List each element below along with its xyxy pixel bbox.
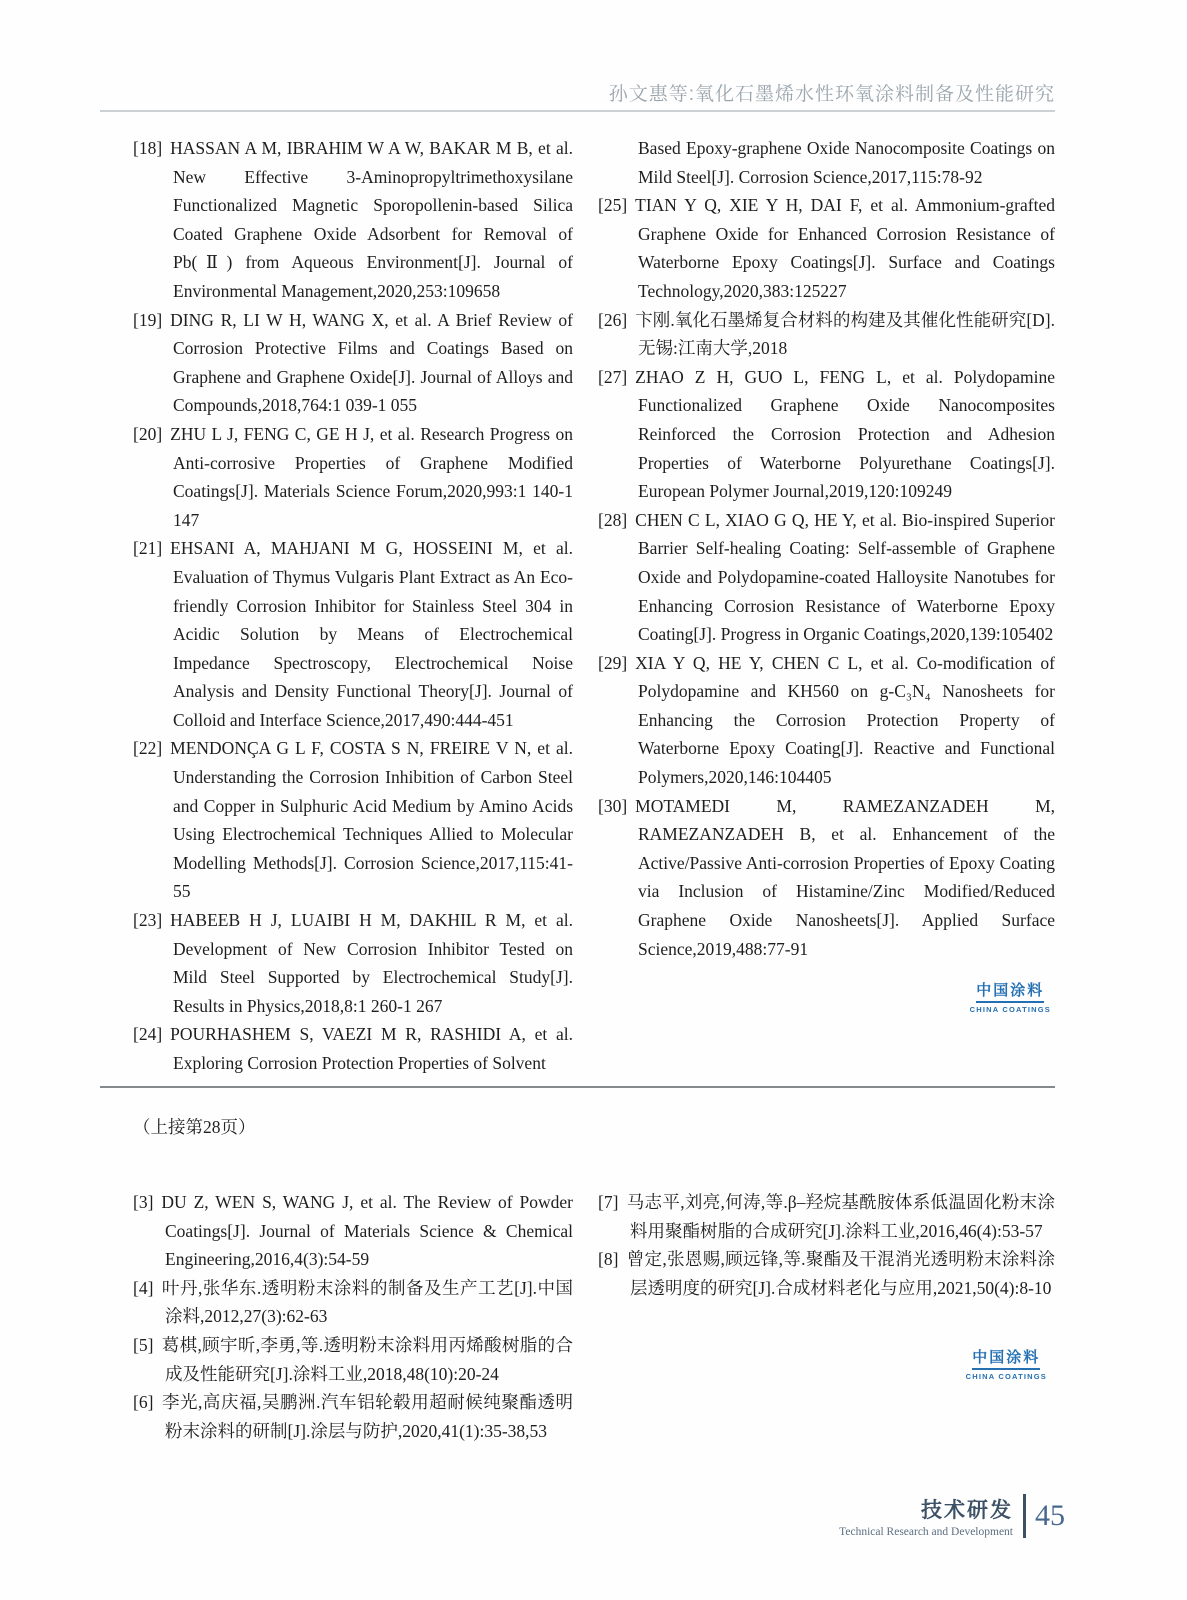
reference-text: 李光,高庆福,吴鹏洲.汽车铝轮毂用超耐候纯聚酯透明粉末涂料的研制[J].涂层与防护,2020,41(1):35-38,53 bbox=[161, 1392, 573, 1441]
reference-text: ZHAO Z H, GUO L, FENG L, et al. Polydopamine Functionalized Graphene Oxide Nanocomposites Reinforced the Corrosion Protection and Adhesion Properties of Waterborne Polyurethane Coatings[J]. European Polymer Journal,2019,120:109249 bbox=[635, 366, 1055, 502]
references-lower-left-column bbox=[133, 1188, 573, 1445]
reference-item bbox=[598, 506, 1055, 649]
reference-text: 曾定,张恩赐,顾远锋,等.聚酯及干混消光透明粉末涂料涂层透明度的研究[J].合成材料老化与应用,2021,50(4):8-10 bbox=[626, 1249, 1055, 1298]
footer-section-title bbox=[839, 1494, 1013, 1538]
reference-text: MOTAMEDI M, RAMEZANZADEH M, RAMEZANZADEH B, et al. Enhancement of the Active/Passive Anti-corrosion Properties of Epoxy Coating via Inclusion of Histamine/Zinc Modified/Reduced Graphene Oxide Nanosheets[J]. Applied Surface Science,2019,488:77-91 bbox=[635, 795, 1055, 959]
footer-section-cn: 技术研发 bbox=[921, 1499, 1013, 1522]
reference-item bbox=[133, 734, 573, 906]
reference-item bbox=[133, 1388, 573, 1445]
reference-continuation bbox=[598, 134, 1055, 191]
reference-text: CHEN C L, XIAO G Q, HE Y, et al. Bio-inspired Superior Barrier Self-healing Coating: Self-assemble of Graphene Oxide and Polydopamine-coated Halloysite Nanotubes for Enhancing Corrosion Resistance of Waterborne Epoxy Coating[J]. Progress in Organic Coatings,2020,139:105402 bbox=[635, 509, 1055, 645]
reference-text: 卞刚.氧化石墨烯复合材料的构建及其催化性能研究[D].无锡:江南大学,2018 bbox=[635, 309, 1055, 359]
references-lower-right-column bbox=[598, 1188, 1055, 1445]
footer-section-en: Technical Research and Development bbox=[839, 1526, 1013, 1538]
reference-item bbox=[598, 191, 1055, 305]
china-coatings-logo bbox=[966, 1346, 1047, 1381]
reference-item bbox=[133, 306, 573, 420]
reference-number: [5] bbox=[133, 1334, 154, 1355]
reference-text: POURHASHEM S, VAEZI M R, RASHIDI A, et al. Exploring Corrosion Protection Properties of Solvent bbox=[170, 1024, 573, 1073]
reference-item bbox=[598, 1245, 1055, 1302]
logo-chinese-text: 中国涂料 bbox=[976, 979, 1044, 1003]
reference-item bbox=[598, 1188, 1055, 1245]
logo-chinese-text: 中国涂料 bbox=[972, 1346, 1040, 1370]
references-upper-left-column bbox=[133, 134, 573, 1078]
page-footer bbox=[839, 1494, 1065, 1538]
section-divider bbox=[100, 1086, 1055, 1088]
reference-item bbox=[133, 906, 573, 1020]
reference-text: HABEEB H J, LUAIBI H M, DAKHIL R M, et al. Development of New Corrosion Inhibitor Tested on Mild Steel Supported by Electrochemical Study[J]. Results in Physics,2018,8:1 260-1 267 bbox=[170, 910, 573, 1016]
continued-from-note: （上接第28页） bbox=[133, 1117, 256, 1137]
reference-number: [20] bbox=[133, 423, 163, 444]
reference-text: 叶丹,张华东.透明粉末涂料的制备及生产工艺[J].中国涂料,2012,27(3):62-63 bbox=[161, 1277, 573, 1327]
reference-text: DING R, LI W H, WANG X, et al. A Brief Review of Corrosion Protective Films and Coatings Based on Graphene and Graphene Oxide[J]. Journal of Alloys and Compounds,2018,764:1 039-1 055 bbox=[170, 309, 573, 416]
reference-text: HASSAN A M, IBRAHIM W A W, BAKAR M B, et al. New Effective 3-Aminopropyltrimethoxysilane Functionalized Magnetic Sporopollenin-based Silica Coated Graphene Oxide Adsorbent for Removal of Pb(Ⅱ) from Aqueous Environment[J]. Journal of Environmental Management,2020,253:109658 bbox=[170, 138, 573, 301]
reference-item bbox=[133, 1331, 573, 1388]
reference-number: [28] bbox=[598, 509, 628, 530]
reference-number: [23] bbox=[133, 910, 163, 931]
reference-number: [3] bbox=[133, 1192, 154, 1212]
reference-text: EHSANI A, MAHJANI M G, HOSSEINI M, et al. Evaluation of Thymus Vulgaris Plant Extract as An Eco-friendly Corrosion Inhibitor for Stainless Steel 304 in Acidic Solution by Means of Electrochemical Impedance Spectroscopy, Electrochemical Noise Analysis and Density Functional Theory[J]. Journal of Colloid and Interface Science,2017,490:444-451 bbox=[170, 538, 573, 730]
references-upper-section bbox=[133, 134, 1055, 1078]
reference-text: XIA Y Q, HE Y, CHEN C L, et al. Co-modification of Polydopamine and KH560 on g-C₃N₄ Nanosheets for Enhancing the Corrosion Protection Property of Waterborne Epoxy Coating[J]. Reactive and Functional Polymers,2020,146:104405 bbox=[635, 652, 1055, 788]
reference-text: DU Z, WEN S, WANG J, et al. The Review of Powder Coatings[J]. Journal of Materials Science & Chemical Engineering,2016,4(3):54-59 bbox=[161, 1192, 573, 1270]
reference-item bbox=[598, 792, 1055, 964]
reference-text: MENDONÇA G L F, COSTA S N, FREIRE V N, et al. Understanding the Corrosion Inhibition of Carbon Steel and Copper in Sulphuric Acid Medium by Amino Acids Using Electrochemical Techniques Allied to Molecular Modelling Methods[J]. Corrosion Science,2017,115:41-55 bbox=[170, 738, 573, 902]
reference-number: [29] bbox=[598, 652, 628, 673]
header-rule bbox=[100, 110, 1055, 112]
running-title: 孙文惠等:氧化石墨烯水性环氧涂料制备及性能研究 bbox=[608, 84, 1055, 105]
reference-item bbox=[133, 1188, 573, 1274]
reference-text: 葛棋,顾宇昕,李勇,等.透明粉末涂料用丙烯酸树脂的合成及性能研究[J].涂料工业,2018,48(10):20-24 bbox=[161, 1334, 573, 1384]
reference-number: [22] bbox=[133, 738, 163, 759]
china-coatings-logo bbox=[970, 979, 1051, 1014]
reference-item bbox=[133, 134, 573, 306]
reference-number: [27] bbox=[598, 366, 628, 387]
reference-text: 马志平,刘亮,何涛,等.β–羟烷基酰胺体系低温固化粉末涂料用聚酯树脂的合成研究[J].涂料工业,2016,46(4):53-57 bbox=[626, 1192, 1055, 1241]
reference-text: Based Epoxy-graphene Oxide Nanocomposite Coatings on Mild Steel[J]. Corrosion Science,2017,115:78-92 bbox=[638, 138, 1055, 187]
references-upper-right-column bbox=[598, 134, 1055, 1078]
reference-item bbox=[133, 1274, 573, 1331]
reference-number: [21] bbox=[133, 538, 163, 559]
reference-number: [24] bbox=[133, 1024, 163, 1045]
reference-text: ZHU L J, FENG C, GE H J, et al. Research Progress on Anti-corrosive Properties of Graphene Modified Coatings[J]. Materials Science Forum,2020,993:1 140-1 147 bbox=[170, 423, 573, 530]
reference-text: TIAN Y Q, XIE Y H, DAI F, et al. Ammonium-grafted Graphene Oxide for Enhanced Corrosion Resistance of Waterborne Epoxy Coatings[J]. Surface and Coatings Technology,2020,383:125227 bbox=[635, 195, 1055, 301]
reference-number: [19] bbox=[133, 309, 163, 330]
reference-number: [8] bbox=[598, 1249, 619, 1270]
reference-number: [18] bbox=[133, 138, 163, 158]
reference-item bbox=[598, 649, 1055, 792]
footer-divider-bar bbox=[1023, 1494, 1026, 1538]
page-number: 45 bbox=[1035, 1499, 1065, 1532]
reference-number: [25] bbox=[598, 195, 628, 216]
logo-english-text: CHINA COATINGS bbox=[969, 1005, 1051, 1014]
reference-item bbox=[133, 534, 573, 734]
reference-number: [26] bbox=[598, 309, 628, 330]
reference-item bbox=[598, 306, 1055, 363]
reference-number: [6] bbox=[133, 1392, 154, 1413]
reference-number: [4] bbox=[133, 1277, 154, 1298]
logo-english-text: CHINA COATINGS bbox=[965, 1372, 1047, 1381]
reference-item bbox=[133, 1020, 573, 1077]
references-lower-section bbox=[133, 1188, 1055, 1445]
reference-number: [7] bbox=[598, 1192, 619, 1212]
reference-item bbox=[133, 420, 573, 534]
reference-item bbox=[598, 363, 1055, 506]
reference-number: [30] bbox=[598, 795, 628, 816]
